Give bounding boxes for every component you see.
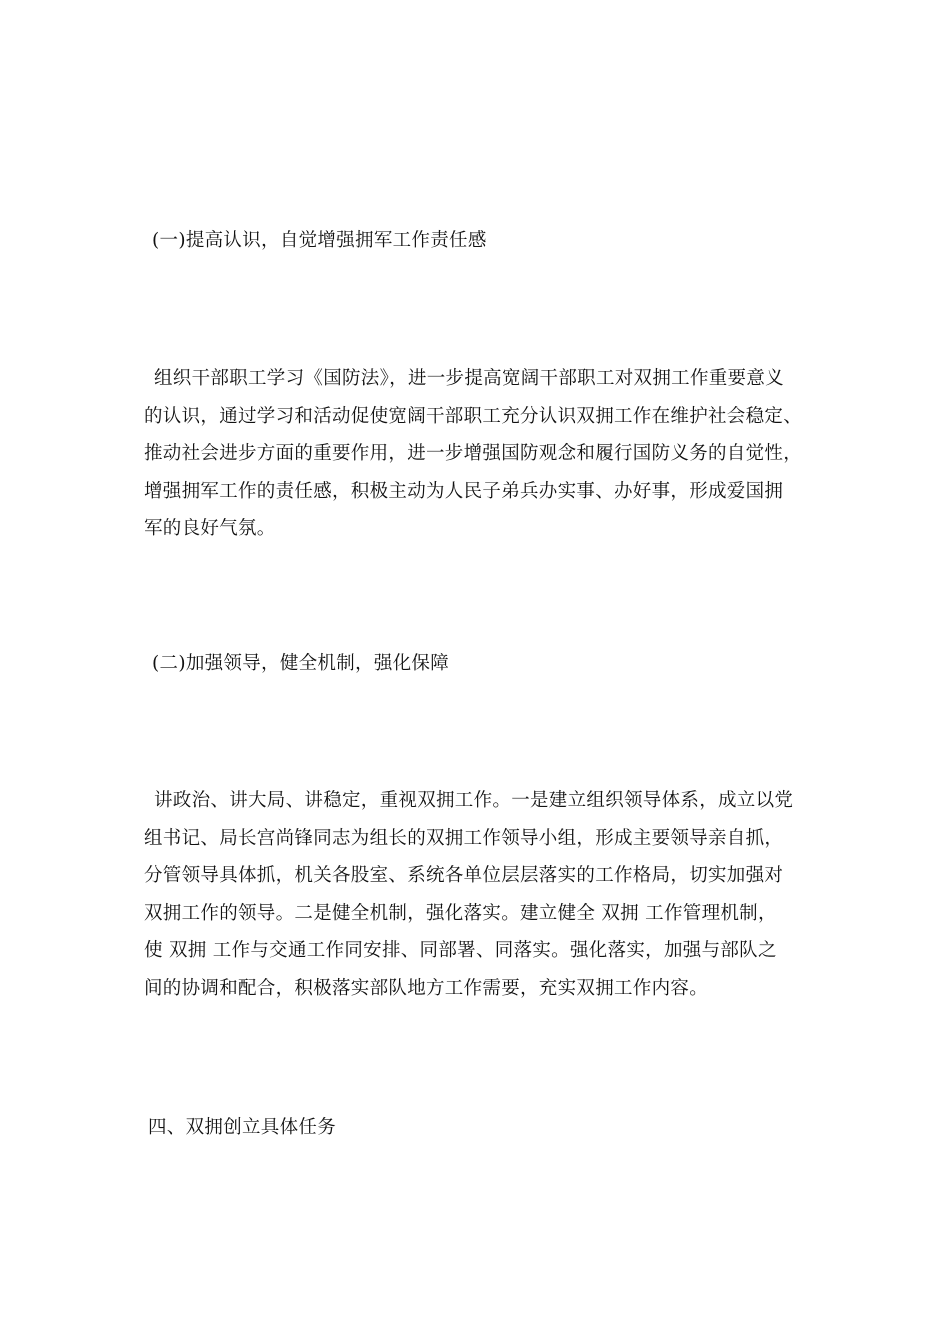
paragraph-1-line-5: 军的良好气氛。 [144, 518, 276, 540]
paragraph-2-line-3: 分管领导具体抓，机关各股室、系统各单位层层落实的工作格局，切实加强对 [144, 865, 784, 887]
paragraph-1-line-2: 的认识，通过学习和活动促使宽阔干部职工充分认识双拥工作在维护社会稳定、 [144, 405, 803, 427]
paragraph-1 [144, 360, 810, 548]
section-heading-3: 四、双拥创立具体任务 [148, 1117, 337, 1138]
paragraph-2 [144, 782, 810, 1008]
paragraph-2-line-1: 讲政治、讲大局、讲稳定，重视双拥工作。一是建立组织领导体系，成立以党 [154, 790, 794, 811]
paragraph-1-line-3: 推动社会进步方面的重要作用，进一步增强国防观念和履行国防义务的自觉性， [144, 443, 803, 465]
paragraph-2-line-5: 使 双拥 工作与交通工作同安排、同部署、同落实。强化落实，加强与部队之 [144, 940, 777, 962]
section-heading-1: (一)提高认识，自觉增强拥军工作责任感 [152, 230, 487, 251]
paragraph-1-line-4: 增强拥军工作的责任感，积极主动为人民子弟兵办实事、办好事，形成爱国拥 [144, 480, 784, 502]
paragraph-2-line-4: 双拥工作的领导。二是健全机制，强化落实。建立健全 双拥 工作管理机制， [144, 902, 777, 924]
paragraph-2-line-2: 组书记、局长宫尚锋同志为组长的双拥工作领导小组，形成主要领导亲自抓， [144, 827, 784, 849]
section-heading-2: (二)加强领导，健全机制，强化保障 [152, 653, 450, 674]
paragraph-1-line-1: 组织干部职工学习《国防法》，进一步提高宽阔干部职工对双拥工作重要意义 [154, 368, 784, 389]
paragraph-2-line-6: 间的协调和配合，积极落实部队地方工作需要，充实双拥工作内容。 [144, 977, 709, 999]
